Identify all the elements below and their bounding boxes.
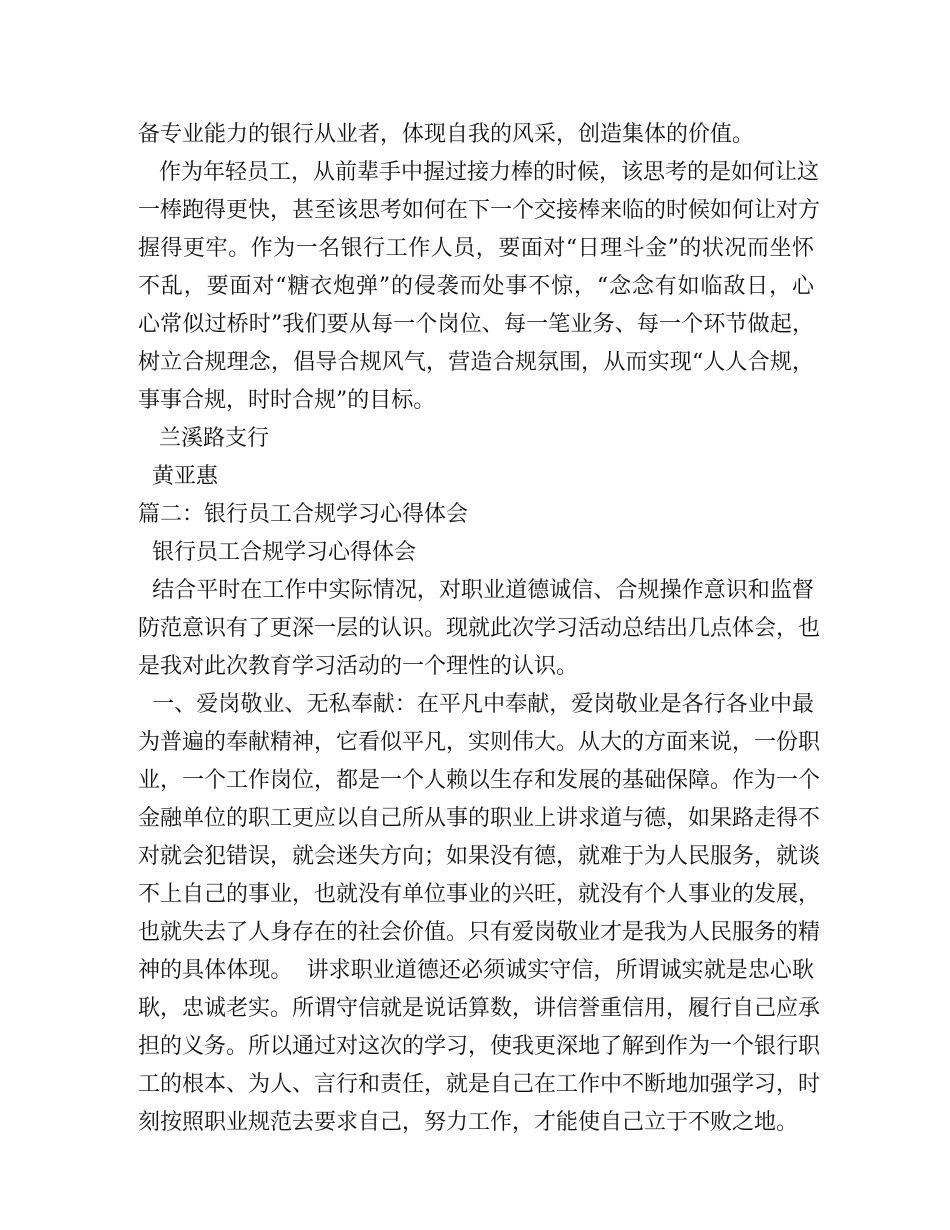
text-line: 工的根本、为人、言行和责任，就是自己在工作中不断地加强学习，时	[138, 1072, 821, 1097]
text-line: 心常似过桥时”我们要从每一个岗位、每一笔业务、每一个环节做起，	[138, 312, 814, 337]
branch-name: 兰溪路支行	[138, 426, 269, 451]
text-line: 事事合规，时时合规”的目标。	[138, 388, 436, 413]
text-line: 为普遍的奉献精神，它看似平凡，实则伟大。从大的方面来说，一份职	[138, 730, 821, 755]
text-line: 不上自己的事业，也就没有单位事业的兴旺，就没有个人事业的发展，	[138, 882, 821, 907]
text-line: 防范意识有了更深一层的认识。现就此次学习活动总结出几点体会，也	[138, 616, 821, 641]
text-line: 一棒跑得更快，甚至该思考如何在下一个交接棒来临的时候如何让对方	[138, 198, 821, 223]
text-line: 握得更牢。作为一名银行工作人员，要面对“日理斗金”的状况而坐怀	[138, 236, 814, 261]
text-line: 业，一个工作岗位，都是一个人赖以生存和发展的基础保障。作为一个	[138, 768, 821, 793]
author-name: 黄亚惠	[138, 464, 218, 489]
text-line: 一、爱岗敬业、无私奉献：在平凡中奉献，爱岗敬业是各行各业中最	[138, 692, 814, 717]
text-line: 备专业能力的银行从业者，体现自我的风采，创造集体的价值。	[138, 122, 755, 147]
article-title: 银行员工合规学习心得体会	[138, 540, 416, 565]
text-line: 结合平时在工作中实际情况，对职业道德诚信、合规操作意识和监督	[138, 578, 814, 603]
text-line: 作为年轻员工，从前辈手中握过接力棒的时候，该思考的是如何让这	[138, 160, 819, 185]
text-line: 担的义务。所以通过对这次的学习，使我更深地了解到作为一个银行职	[138, 1034, 821, 1059]
text-line: 也就失去了人身存在的社会价值。只有爱岗敬业才是我为人民服务的精	[138, 920, 821, 945]
text-line: 不乱，要面对“糖衣炮弹”的侵袭而处事不惊，“念念有如临敌日，心	[138, 274, 814, 299]
text-line: 神的具体体现。 讲求职业道德还必须诚实守信，所谓诚实就是忠心耿	[138, 958, 814, 983]
text-line: 金融单位的职工更应以自己所从事的职业上讲求道与德，如果路走得不	[138, 806, 821, 831]
text-line: 对就会犯错误，就会迷失方向；如果没有德，就难于为人民服务，就谈	[138, 844, 821, 869]
text-line: 耿，忠诚老实。所谓守信就是说话算数，讲信誉重信用，履行自己应承	[138, 996, 821, 1021]
text-line: 刻按照职业规范去要求自己，努力工作，才能使自己立于不败之地。	[138, 1110, 799, 1135]
text-line: 树立合规理念，倡导合规风气，营造合规氛围，从而实现“人人合规，	[138, 350, 814, 375]
text-line: 是我对此次教育学习活动的一个理性的认识。	[138, 654, 579, 679]
section-heading: 篇二：银行员工合规学习心得体会	[138, 502, 469, 527]
